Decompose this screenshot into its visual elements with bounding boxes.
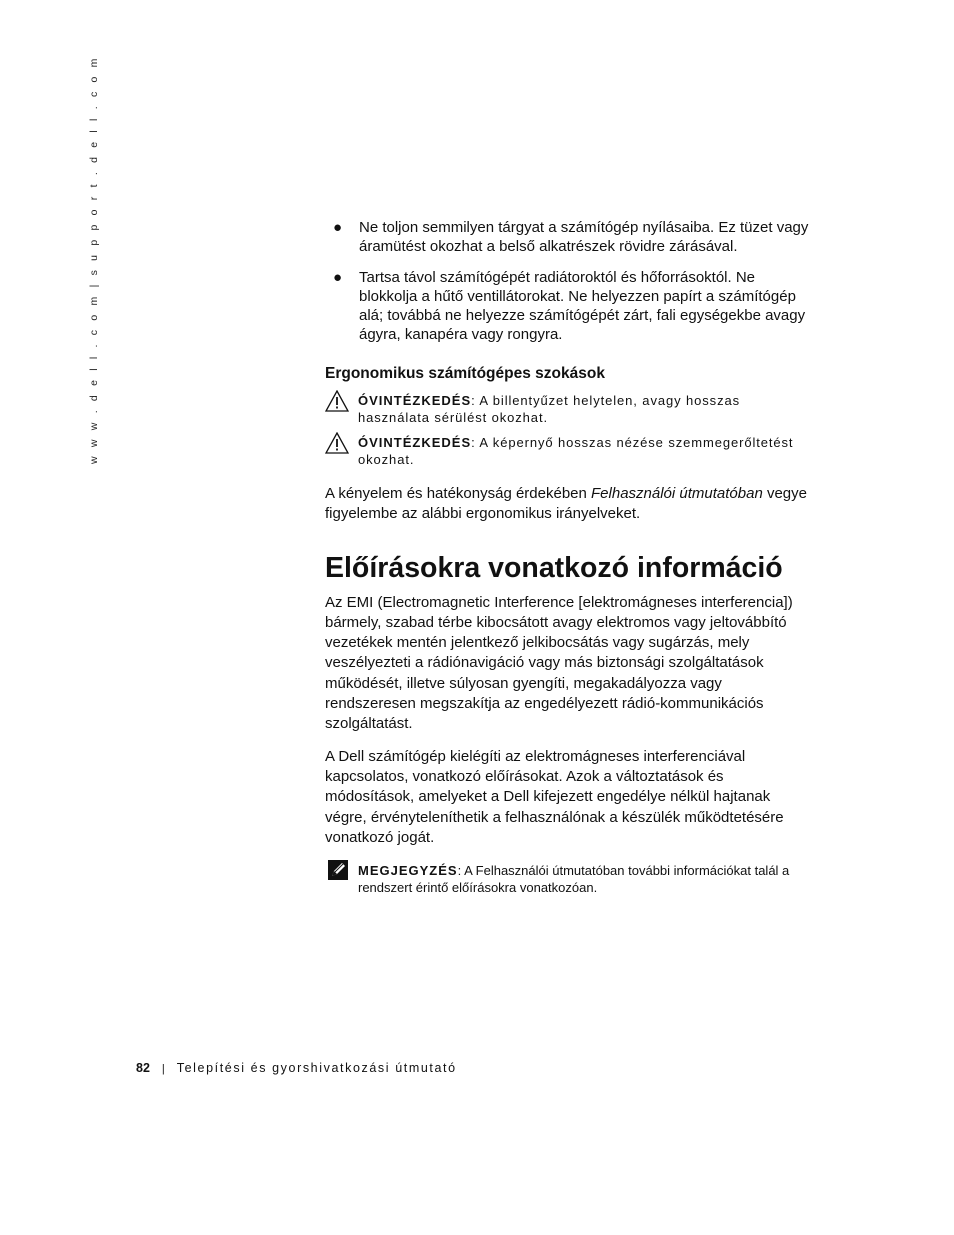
footer-separator: | bbox=[161, 1063, 165, 1075]
list-item bbox=[325, 218, 815, 256]
bullet-list bbox=[325, 218, 815, 344]
page-footer bbox=[136, 1061, 457, 1075]
user-guide-reference: Felhasználói útmutatóban bbox=[591, 485, 763, 502]
ergonomic-text-end: vegye figyelembe az alábbi ergonomikus irányelveket. bbox=[325, 485, 807, 523]
caution-label: ÓVINTÉZKEDÉS bbox=[358, 435, 472, 450]
compliance-paragraph: A Dell számítógép kielégíti az elektromágneses interferenciával kapcsolatos, vonatkozó előírásokat. Azok a változtatások és módosítások, amelyeket a Dell kifejezett engedélye nélkül hajtanak végre, érvényteleníthetik a felhasználónak a készülék működtetésére vonatkozó jogát. bbox=[325, 747, 784, 846]
ergonomic-paragraph bbox=[325, 484, 815, 525]
caution-label: ÓVINTÉZKEDÉS bbox=[358, 393, 472, 408]
ergonomic-heading: Ergonomikus számítógépes szokások bbox=[325, 365, 605, 382]
bullet-icon: ● bbox=[333, 269, 343, 286]
note-text: : A Felhasználói útmutatóban további információkat talál a rendszert érintő előírásokra vonatkozóan. bbox=[358, 863, 790, 896]
page-number: 82 bbox=[136, 1061, 150, 1075]
main-content bbox=[325, 218, 815, 896]
side-url bbox=[86, 55, 106, 464]
caution-text: : A billentyűzet helytelen, avagy hosszas használata sérülést okozhat. bbox=[358, 393, 740, 425]
list-item bbox=[325, 268, 815, 344]
caution-notice bbox=[325, 392, 815, 426]
ergonomic-text-start: A kényelem és hatékonyság érdekében bbox=[325, 485, 592, 502]
caution-notice bbox=[325, 434, 815, 468]
bullet-icon: ● bbox=[333, 219, 343, 236]
caution-text: : A képernyő hosszas nézése szemmegerőltetést okozhat. bbox=[358, 435, 794, 467]
note-notice bbox=[325, 862, 815, 896]
caution-triangle-icon bbox=[325, 390, 349, 412]
caution-triangle-icon bbox=[325, 432, 349, 454]
note-label: MEGJEGYZÉS bbox=[358, 863, 458, 879]
emi-paragraph: Az EMI (Electromagnetic Interference [elektromágneses interferencia]) bármely, szabad térbe kibocsátott avagy elektromos vagy jeltovábbító vezetékek mentén jelentkező jelkibocsátás vagy sugárzás, mely veszélyezteti a rádiónavigáció vagy más biztonsági szolgáltatások működését, illetve súlyosan gyengíti, megakadályozza vagy rendszeresen megszakítja az engedélyezett rádió-kommunikációs szolgáltatást. bbox=[325, 593, 793, 733]
bullet-text: Tartsa távol számítógépét radiátoroktól és hőforrásoktól. Ne blokkolja a hűtő ventillátorokat. Ne helyezzen papírt a számítógép alá; továbbá ne helyezze számítógépét zárt, fali egységekbe avagy ágyra, kanapéra vagy rongyra. bbox=[359, 269, 806, 343]
side-url-text: w w w . d e l l . c o m | s u p p o r t . d e l l . c o m bbox=[88, 55, 100, 464]
regulatory-heading: Előírásokra vonatkozó információ bbox=[325, 551, 783, 584]
note-pencil-icon bbox=[328, 860, 348, 880]
bullet-text: Ne toljon semmilyen tárgyat a számítógép nyílásaiba. Ez tüzet vagy áramütést okozhat a belső alkatrészek rövidre zárásával. bbox=[359, 219, 809, 255]
footer-doc-title: Telepítési és gyorshivatkozási útmutató bbox=[176, 1061, 457, 1075]
